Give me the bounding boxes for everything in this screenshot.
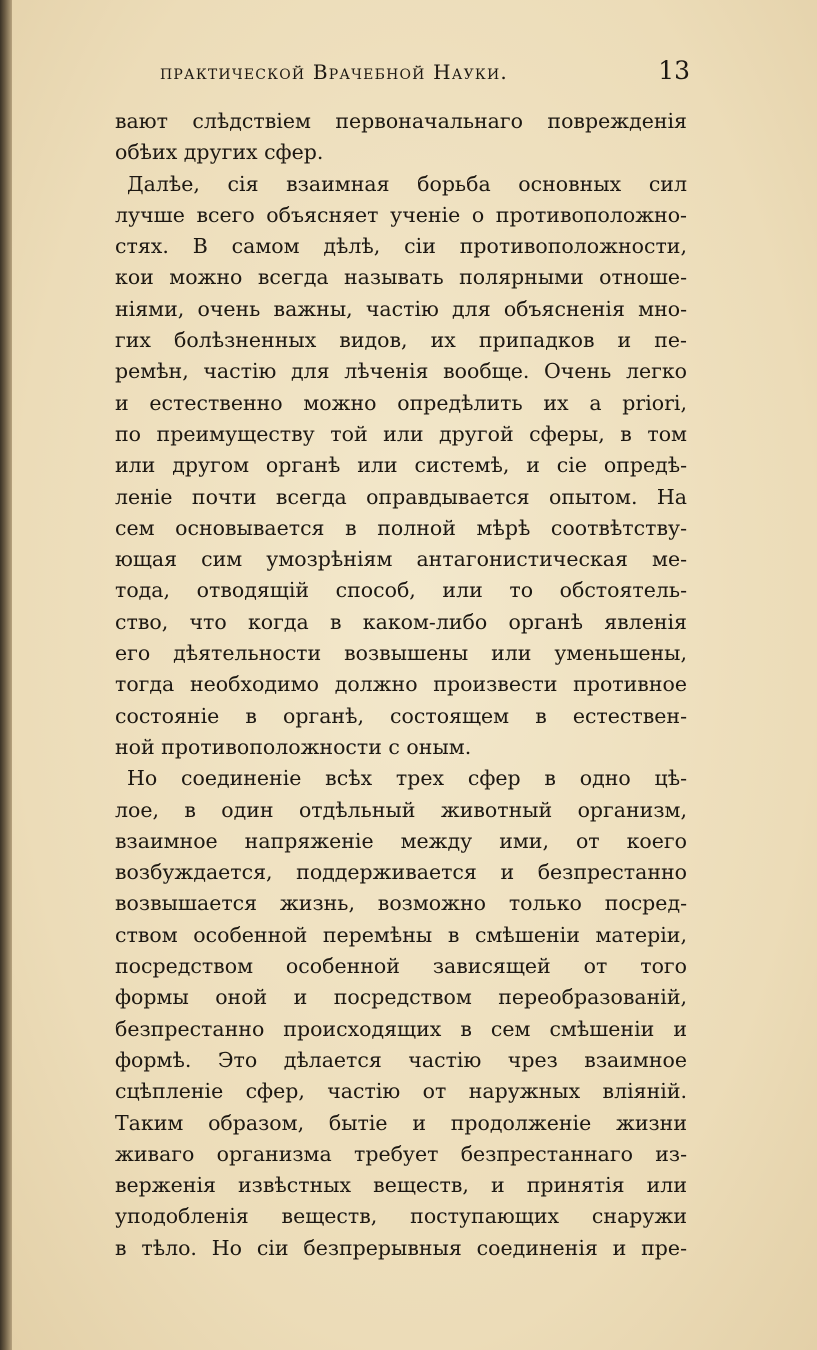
text-line: посредством особенной зависящей от того (115, 954, 687, 979)
text-line: ством особенной перемѣны в смѣшеніи матеріи, (115, 922, 687, 947)
text-line: лучше всего объясняет ученіе о противоположно- (115, 202, 687, 227)
text-line: кои можно всегда называть полярными отноше- (115, 265, 687, 290)
text-line: состояніе в органѣ, состоящем в естествен- (115, 703, 687, 728)
text-line: формѣ. Это дѣлается частію чрез взаимное (115, 1047, 687, 1072)
text-line: ющая сим умозрѣніям антагонистическая ме- (115, 547, 687, 572)
text-line: уподобленія веществ, поступающих снаружи (115, 1204, 687, 1229)
text-line: взаимное напряженіе между ими, от коего (115, 828, 687, 853)
text-line: и естественно можно опредѣлить их a priori, (115, 390, 687, 415)
paragraph-first-line: Далѣе, сія взаимная борьба основных сил (127, 171, 687, 196)
text-line: по преимуществу той или другой сферы, в том (115, 421, 687, 446)
text-line: сцѣпленіе сфер, частію от наружных вліяній. (115, 1079, 687, 1104)
text-line: живаго организма требует безпрестаннаго из- (115, 1141, 687, 1166)
text-line: его дѣятельности возвышены или уменьшены, (115, 641, 687, 666)
text-line: возбуждается, поддерживается и безпрестанно (115, 860, 687, 885)
text-line: в тѣло. Но сіи безпрерывныя соединенія и пре- (115, 1235, 687, 1260)
book-page (12, 0, 817, 1350)
text-line: верженія извѣстных веществ, и принятія или (115, 1173, 687, 1198)
text-line: гих болѣзненных видов, их припадков и пе- (115, 328, 687, 353)
text-line: тода, отводящій способ, или то обстоятель- (115, 578, 687, 603)
text-line: возвышается жизнь, возможно только посред- (115, 891, 687, 916)
running-head: практической Врачебной Науки. (160, 60, 508, 84)
text-line: вают слѣдствіем первоначальнаго поврежденія (115, 109, 687, 133)
text-line: обѣих других сфер. (115, 140, 324, 165)
text-line: тогда необходимо должно произвести противное (115, 672, 687, 697)
text-line: Таким образом, бытіе и продолженіе жизни (115, 1110, 687, 1135)
text-line: сем основывается в полной мѣрѣ соотвѣтству- (115, 515, 687, 540)
text-line: ніями, очень важны, частію для объясненія мно- (115, 296, 687, 321)
text-line: ной противоположности с оным. (115, 734, 472, 759)
text-line: стях. В самом дѣлѣ, сіи противоположности, (115, 234, 687, 259)
book-binding-edge (0, 0, 12, 1350)
page-header (160, 56, 690, 90)
text-line: ство, что когда в каком-либо органѣ явленія (115, 609, 687, 634)
page-number: 13 (658, 56, 690, 85)
body-text (115, 106, 687, 1264)
text-line: формы оной и посредством переобразованій, (115, 985, 687, 1010)
text-line: или другом органѣ или системѣ, и сіе опредѣ- (115, 453, 687, 478)
text-line: безпрестанно происходящих в сем смѣшеніи и (115, 1016, 687, 1041)
text-line: лое, в один отдѣльный животный организм, (115, 797, 687, 822)
paragraph-first-line: Но соединеніе всѣх трех сфер в одно цѣ- (127, 766, 687, 791)
text-line: ремѣн, частію для лѣченія вообще. Очень легко (115, 359, 687, 384)
text-line: леніе почти всегда оправдывается опытом. На (115, 484, 687, 509)
